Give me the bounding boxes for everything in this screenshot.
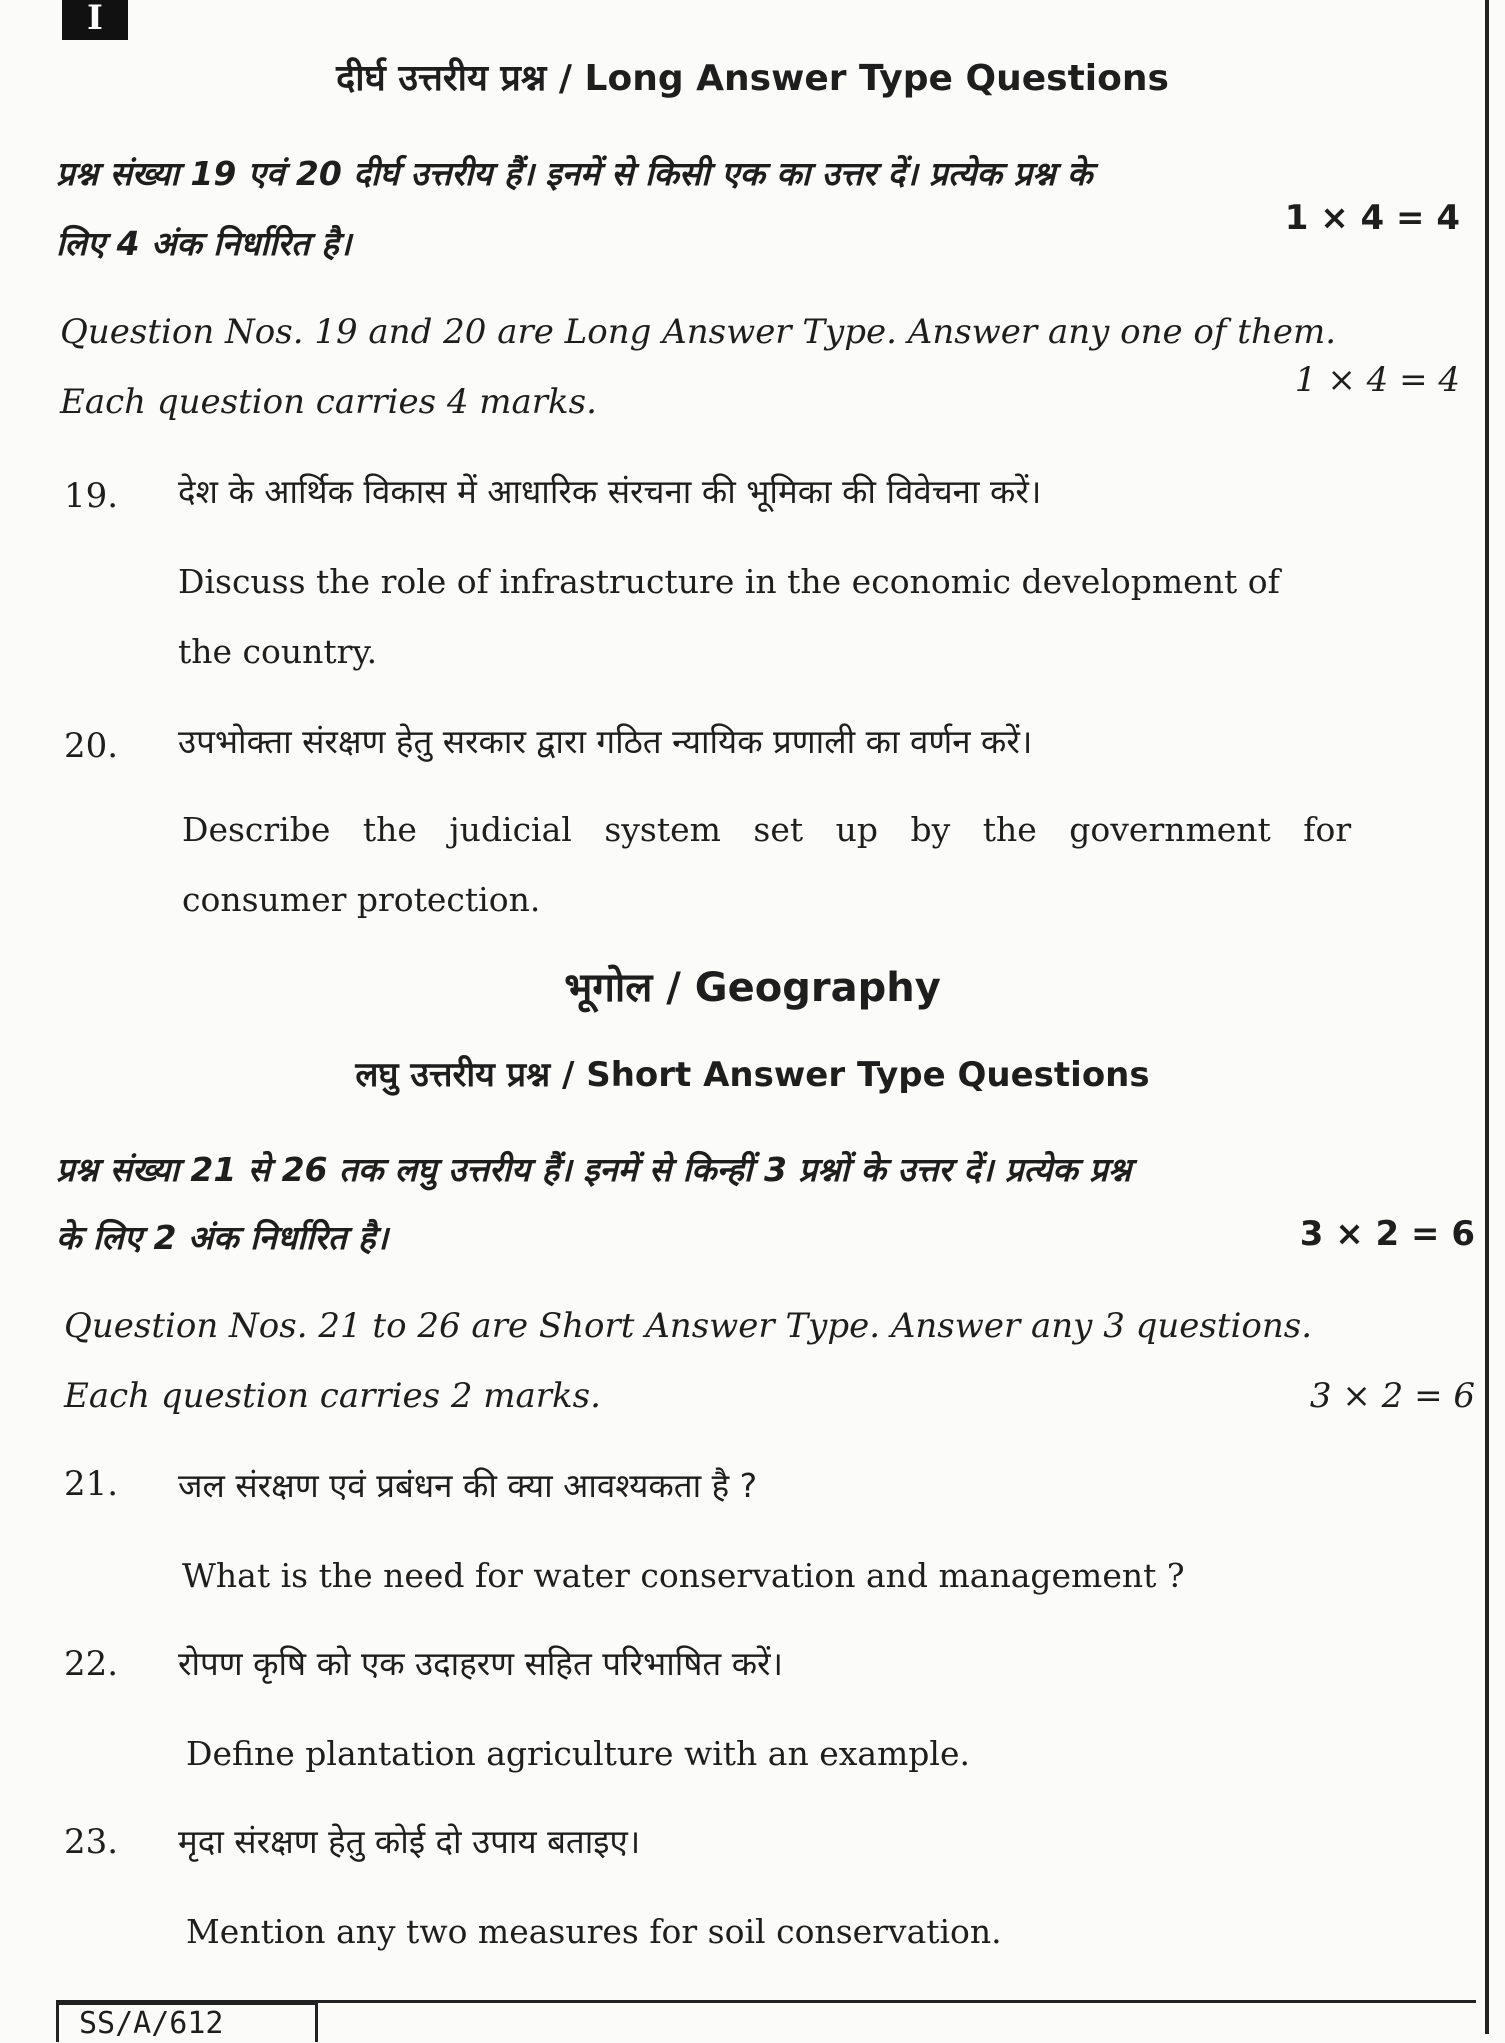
question-21-number: 21. <box>64 1464 119 1504</box>
question-21-hindi: जल संरक्षण एवं प्रबंधन की क्या आवश्यकता है ? <box>178 1466 758 1505</box>
geo-marks-hi: 3 × 2 = 6 <box>1299 1214 1475 1254</box>
short-answer-heading <box>0 1050 1505 1096</box>
question-23-english: Mention any two measures for soil conservation. <box>186 1912 1002 1951</box>
question-20-number: 20. <box>64 726 119 766</box>
question-23-number: 23. <box>64 1822 119 1862</box>
long-marks-en: 1 × 4 = 4 <box>1294 360 1460 400</box>
geo-instruction-hi-line1: प्रश्न संख्या 21 से 26 तक लघु उत्तरीय हैं। इनमें से किन्हीं 3 प्रश्नों के उत्तर दें। प्रत्येक प्रश्न <box>56 1150 1132 1189</box>
question-19-hindi: देश के आर्थिक विकास में आधारिक संरचना की भूमिका की विवेचना करें। <box>178 472 1042 511</box>
question-19-english-line2: the country. <box>178 632 378 671</box>
geo-marks-en: 3 × 2 = 6 <box>1309 1376 1475 1416</box>
question-19-number: 19. <box>64 476 119 516</box>
question-22-hindi: रोपण कृषि को एक उदाहरण सहित परिभाषित करें। <box>178 1644 784 1683</box>
long-instruction-en-line2: Each question carries 4 marks. <box>60 382 597 422</box>
question-20-hindi: उपभोक्ता संरक्षण हेतु सरकार द्वारा गठित न्यायिक प्रणाली का वर्णन करें। <box>178 722 1033 761</box>
page-corner-marker <box>62 0 128 40</box>
question-22-number: 22. <box>64 1644 119 1684</box>
question-21-english: What is the need for water conservation and management ? <box>182 1556 1185 1595</box>
long-instruction-en-line1: Question Nos. 19 and 20 are Long Answer Type. Answer any one of them. <box>60 312 1337 352</box>
short-answer-heading-text: लघु उत्तरीय प्रश्न / Short Answer Type Questions <box>355 1055 1150 1095</box>
paper-code: SS/A/612 <box>56 2002 318 2042</box>
geo-instruction-hi-line2: के लिए 2 अंक निर्धारित है। <box>56 1218 389 1257</box>
long-instruction-hi-line1: प्रश्न संख्या 19 एवं 20 दीर्घ उत्तरीय हैं। इनमें से किसी एक का उत्तर दें। प्रत्येक प्रश्न के <box>56 154 1093 193</box>
right-edge-rule <box>1485 0 1489 2034</box>
corner-label: I <box>87 0 103 38</box>
question-20-english-line1: Describe the judicial system set up by the government for <box>182 810 1352 849</box>
question-19-english-line1: Discuss the role of infrastructure in the economic development of <box>178 562 1280 601</box>
geo-instruction-en-line2: Each question carries 2 marks. <box>64 1376 601 1416</box>
long-answer-heading-text: दीर्घ उत्तरीय प्रश्न / Long Answer Type Questions <box>336 58 1169 99</box>
long-answer-heading <box>0 52 1505 101</box>
long-marks-hi: 1 × 4 = 4 <box>1284 198 1460 238</box>
geography-heading <box>0 958 1505 1013</box>
question-23-hindi: मृदा संरक्षण हेतु कोई दो उपाय बताइए। <box>178 1822 641 1861</box>
question-22-english: Define plantation agriculture with an example. <box>186 1734 970 1773</box>
geo-instruction-en-line1: Question Nos. 21 to 26 are Short Answer Type. Answer any 3 questions. <box>64 1306 1313 1346</box>
long-instruction-hi-line2: लिए 4 अंक निर्धारित है। <box>56 224 352 263</box>
geography-heading-text: भूगोल / Geography <box>564 965 941 1011</box>
question-20-english-line2: consumer protection. <box>182 880 541 919</box>
